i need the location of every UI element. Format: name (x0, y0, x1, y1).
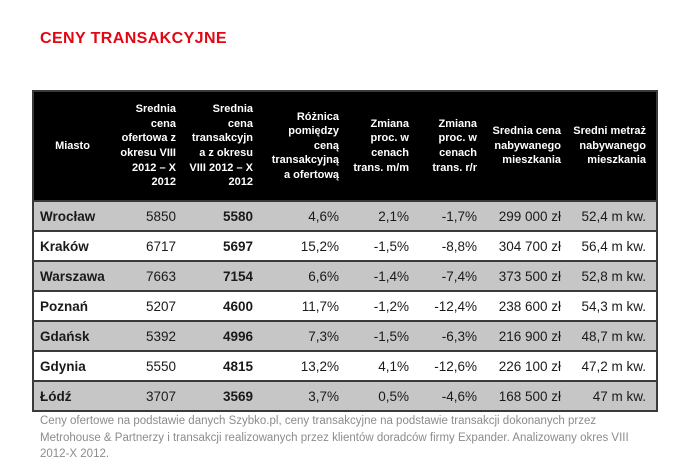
cell-transaction-price: 7154 (186, 261, 263, 291)
table-row-warszawa (33, 261, 657, 291)
cell-avg-flat-price: 216 900 zł (487, 321, 571, 351)
cell-city: Łódź (33, 381, 111, 411)
cell-city: Gdynia (33, 351, 111, 381)
cell-difference: 15,2% (263, 231, 349, 261)
cell-city: Kraków (33, 231, 111, 261)
footnote: Ceny ofertowe na podstawie danych Szybko.pl, ceny transakcyjne na podstawie transakcji dokonanych przez Metrohouse & Partnerzy i transakcji realizowanych przez klientów doradców firmy Expander. Analizowany okres VIII 2012-X 2012. (40, 415, 629, 461)
cell-change-yy: -6,3% (419, 321, 487, 351)
cell-offer-price: 3707 (111, 381, 186, 411)
table-body (33, 201, 657, 411)
cell-offer-price: 5550 (111, 351, 186, 381)
cell-avg-flat-area: 47 m kw. (571, 381, 657, 411)
cell-change-yy: -12,6% (419, 351, 487, 381)
column-header-transaction-price: Srednia cena transakcyjna z okresu VIII 2012 – X 2012 (186, 91, 263, 201)
cell-avg-flat-area: 47,2 m kw. (571, 351, 657, 381)
table-row-gdynia (33, 351, 657, 381)
table-row-wroclaw (33, 201, 657, 231)
column-header-change-mm: Zmiana proc. w cenach trans. m/m (349, 91, 419, 201)
cell-avg-flat-area: 52,4 m kw. (571, 201, 657, 231)
cell-avg-flat-area: 48,7 m kw. (571, 321, 657, 351)
cell-difference: 6,6% (263, 261, 349, 291)
cell-avg-flat-area: 56,4 m kw. (571, 231, 657, 261)
cell-avg-flat-price: 238 600 zł (487, 291, 571, 321)
column-header-difference: Różnica pomiędzy ceną transakcyjną a ofertową (263, 91, 349, 201)
transaction-prices-table (32, 90, 658, 412)
cell-avg-flat-price: 373 500 zł (487, 261, 571, 291)
cell-change-mm: -1,5% (349, 231, 419, 261)
cell-offer-price: 6717 (111, 231, 186, 261)
column-header-avg-flat-area: Sredni metraż nabywanego mieszkania (571, 91, 657, 201)
cell-transaction-price: 3569 (186, 381, 263, 411)
cell-transaction-price: 4600 (186, 291, 263, 321)
cell-change-mm: -1,4% (349, 261, 419, 291)
cell-city: Gdańsk (33, 321, 111, 351)
table-row-krakow (33, 231, 657, 261)
cell-difference: 4,6% (263, 201, 349, 231)
column-header-change-yy: Zmiana proc. w cenach trans. r/r (419, 91, 487, 201)
cell-change-yy: -7,4% (419, 261, 487, 291)
table-row-lodz (33, 381, 657, 411)
cell-city: Poznań (33, 291, 111, 321)
cell-city: Warszawa (33, 261, 111, 291)
column-header-offer-price: Srednia cena ofertowa z okresu VIII 2012 – X 2012 (111, 91, 186, 201)
cell-difference: 7,3% (263, 321, 349, 351)
table-row-poznan (33, 291, 657, 321)
cell-avg-flat-price: 226 100 zł (487, 351, 571, 381)
cell-offer-price: 5207 (111, 291, 186, 321)
cell-offer-price: 5392 (111, 321, 186, 351)
header-row (33, 91, 657, 201)
cell-avg-flat-area: 52,8 m kw. (571, 261, 657, 291)
cell-transaction-price: 5580 (186, 201, 263, 231)
cell-avg-flat-area: 54,3 m kw. (571, 291, 657, 321)
cell-change-mm: -1,2% (349, 291, 419, 321)
cell-change-mm: -1,5% (349, 321, 419, 351)
cell-difference: 3,7% (263, 381, 349, 411)
cell-avg-flat-price: 299 000 zł (487, 201, 571, 231)
cell-difference: 13,2% (263, 351, 349, 381)
cell-offer-price: 5850 (111, 201, 186, 231)
cell-transaction-price: 4815 (186, 351, 263, 381)
cell-change-yy: -8,8% (419, 231, 487, 261)
cell-avg-flat-price: 168 500 zł (487, 381, 571, 411)
cell-transaction-price: 4996 (186, 321, 263, 351)
cell-change-mm: 2,1% (349, 201, 419, 231)
cell-difference: 11,7% (263, 291, 349, 321)
cell-change-mm: 4,1% (349, 351, 419, 381)
cell-change-yy: -4,6% (419, 381, 487, 411)
cell-transaction-price: 5697 (186, 231, 263, 261)
cell-change-yy: -1,7% (419, 201, 487, 231)
cell-change-mm: 0,5% (349, 381, 419, 411)
table-row-gdansk (33, 321, 657, 351)
cell-avg-flat-price: 304 700 zł (487, 231, 571, 261)
cell-city: Wrocław (33, 201, 111, 231)
page-title: CENY TRANSAKCYJNE (40, 30, 227, 47)
column-header-city: Miasto (33, 91, 111, 201)
cell-offer-price: 7663 (111, 261, 186, 291)
column-header-avg-flat-price: Srednia cena nabywanego mieszkania (487, 91, 571, 201)
table-header (33, 91, 657, 201)
cell-change-yy: -12,4% (419, 291, 487, 321)
